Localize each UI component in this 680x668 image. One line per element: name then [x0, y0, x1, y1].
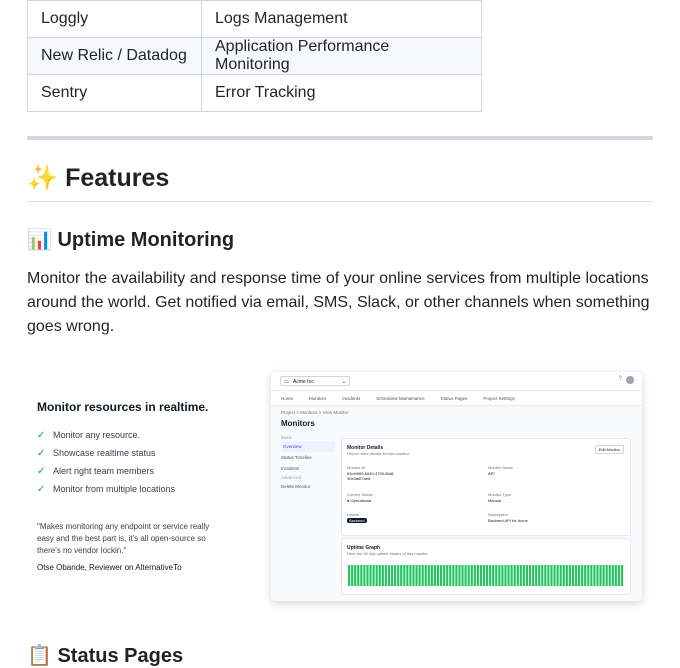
nav-incidents: Incidents	[342, 395, 361, 401]
nav-scheduled-maintenance: Scheduled Maintenance	[376, 395, 425, 401]
promo-feature: ✓ Showcase realtime status	[37, 447, 156, 459]
uptime-bar	[593, 565, 595, 586]
sidebar-item-delete-monitor: Delete Monitor	[281, 484, 311, 489]
uptime-bar	[609, 565, 611, 586]
uptime-bar	[492, 565, 494, 586]
uptime-bar	[557, 565, 559, 586]
card-subtitle: Here the 90 day uptime history of this monitor.	[347, 551, 429, 556]
uptime-bar	[578, 565, 580, 586]
uptime-bar	[587, 565, 589, 586]
uptime-bar	[560, 565, 562, 586]
uptime-bar	[606, 565, 608, 586]
uptime-bar	[354, 565, 356, 586]
monitor-name-field: Monitor Name API	[488, 465, 514, 476]
uptime-bar	[590, 565, 592, 586]
uptime-bar	[483, 565, 485, 586]
breadcrumb: Project > Monitors > View Monitor	[281, 410, 349, 415]
uptime-bar	[382, 565, 384, 586]
uptime-bar	[412, 565, 414, 586]
card-title: Monitor Details	[347, 445, 384, 451]
sidebar-item-overview: Overview	[281, 441, 335, 452]
bar-chart-icon: 📊	[27, 227, 52, 251]
table-cell-tool: Sentry	[28, 75, 202, 112]
uptime-bar	[376, 565, 378, 586]
uptime-bar	[394, 565, 396, 586]
uptime-bar	[569, 565, 571, 586]
promo-feature: ✓ Monitor from multiple locations	[37, 483, 176, 495]
uptime-bar	[419, 565, 421, 586]
table-row	[28, 38, 482, 75]
status-dot-icon: ●	[347, 498, 350, 503]
uptime-bar	[465, 565, 467, 586]
table-cell-feature: Error Tracking	[202, 75, 482, 112]
uptime-bar	[458, 565, 460, 586]
nav-monitors: Monitors	[309, 395, 327, 401]
help-icon: ?	[618, 376, 622, 382]
uptime-bar	[425, 565, 427, 586]
uptime-bar	[517, 565, 519, 586]
promo-quote-author: Otse Obande, Reviewer on AlternativeTo	[37, 563, 182, 572]
nav-project-settings: Project Settings	[483, 395, 515, 401]
description-field: Description Backend API for Acme	[488, 512, 528, 523]
uptime-title: Uptime Monitoring	[57, 229, 235, 251]
sidebar-section-label: Advanced	[281, 475, 302, 480]
app-page-title: Monitors	[281, 419, 315, 428]
monitor-type-field: Monitor Type Manual	[488, 492, 512, 503]
uptime-bar	[455, 565, 457, 586]
check-icon: ✓	[37, 465, 46, 477]
promo-quote: "Makes monitoring any endpoint or service really easy and the best part is, it's all open-source so there's no vendor lockin."	[37, 522, 210, 555]
table-cell-tool: New Relic / Datadog	[28, 38, 202, 75]
features-heading	[27, 163, 169, 193]
uptime-bars	[348, 565, 624, 586]
uptime-bar	[514, 565, 516, 586]
uptime-bar	[474, 565, 476, 586]
chevron-down-icon: ⌄	[341, 379, 346, 385]
table-cell-tool: Loggly	[28, 1, 202, 38]
uptime-bar	[553, 565, 555, 586]
uptime-bar	[406, 565, 408, 586]
uptime-bar	[511, 565, 513, 586]
uptime-bar	[357, 565, 359, 586]
uptime-bar	[437, 565, 439, 586]
uptime-bar	[477, 565, 479, 586]
uptime-bar	[446, 565, 448, 586]
uptime-bar	[541, 565, 543, 586]
table-row	[28, 1, 482, 38]
card-subtitle: Here's more details for this monitor.	[347, 451, 410, 456]
avatar	[626, 376, 634, 384]
uptime-bar	[461, 565, 463, 586]
uptime-bar	[486, 565, 488, 586]
uptime-bar	[507, 565, 509, 586]
uptime-bar	[538, 565, 540, 586]
uptime-bar	[434, 565, 436, 586]
uptime-bar	[603, 565, 605, 586]
uptime-bar	[366, 565, 368, 586]
uptime-description: Monitor the availability and response time of your online services from multiple locations around the world. Get notified via email, SMS, Slack, or other channels when something goes wrong.	[27, 270, 650, 335]
sidebar-item-incidents: Incidents	[281, 466, 300, 471]
uptime-bar	[440, 565, 442, 586]
uptime-bar	[535, 565, 537, 586]
uptime-bar	[422, 565, 424, 586]
uptime-bar	[489, 565, 491, 586]
sidebar-item-status-timeline: Status Timeline	[281, 455, 312, 460]
status-pages-title: Status Pages	[57, 645, 184, 667]
promo-copy	[37, 400, 257, 572]
folder-icon: ▭	[284, 379, 289, 385]
section-divider	[27, 136, 653, 140]
uptime-bar	[529, 565, 531, 586]
table-cell-feature: Logs Management	[202, 1, 482, 38]
promo-feature: ✓ Alert right team members	[37, 465, 155, 477]
promo-title: Monitor resources in realtime.	[37, 400, 209, 414]
uptime-bar	[495, 565, 497, 586]
uptime-bar	[351, 565, 353, 586]
label-badge: Backend	[349, 518, 365, 523]
uptime-bar	[618, 565, 620, 586]
uptime-bar	[572, 565, 574, 586]
uptime-bar	[544, 565, 546, 586]
uptime-bar	[428, 565, 430, 586]
app-nav	[271, 391, 642, 406]
uptime-bar	[379, 565, 381, 586]
uptime-bar	[403, 565, 405, 586]
uptime-bar	[501, 565, 503, 586]
uptime-graph-card	[341, 538, 631, 595]
uptime-bar	[550, 565, 552, 586]
check-icon: ✓	[37, 483, 46, 495]
uptime-bar	[397, 565, 399, 586]
clipboard-icon: 📋	[27, 643, 52, 667]
uptime-bar	[581, 565, 583, 586]
promo-feature: ✓ Monitor any resource.	[37, 429, 141, 441]
uptime-bar	[520, 565, 522, 586]
current-status-field: Current Status ● Operational	[347, 492, 373, 503]
app-sidebar	[281, 434, 335, 492]
uptime-bar	[415, 565, 417, 586]
uptime-bar	[385, 565, 387, 586]
uptime-bar	[621, 565, 623, 586]
status-pages-heading	[27, 643, 183, 668]
sparkles-icon: ✨	[27, 163, 59, 192]
check-icon: ✓	[37, 429, 46, 441]
uptime-bar	[388, 565, 390, 586]
uptime-bar	[360, 565, 362, 586]
uptime-bar	[563, 565, 565, 586]
uptime-bar	[373, 565, 375, 586]
uptime-heading	[27, 227, 234, 252]
uptime-bar	[584, 565, 586, 586]
features-title: Features	[65, 164, 170, 192]
alternatives-table	[27, 0, 482, 112]
project-selector: ▭ Acme Inc ⌄	[280, 376, 350, 386]
uptime-screenshot	[27, 366, 653, 606]
uptime-bar	[566, 565, 568, 586]
uptime-bar	[400, 565, 402, 586]
sidebar-section-label: Basic	[281, 435, 293, 440]
uptime-bar	[547, 565, 549, 586]
app-mockup	[271, 372, 642, 601]
uptime-bar	[348, 565, 350, 586]
uptime-bar	[363, 565, 365, 586]
nav-status-pages: Status Pages	[440, 395, 468, 401]
uptime-bar	[409, 565, 411, 586]
uptime-bar	[449, 565, 451, 586]
uptime-bar	[452, 565, 454, 586]
uptime-bar	[523, 565, 525, 586]
uptime-bar	[391, 565, 393, 586]
table-cell-feature: Application Performance Monitoring	[202, 38, 482, 75]
uptime-bar	[612, 565, 614, 586]
check-icon: ✓	[37, 447, 46, 459]
uptime-bar	[431, 565, 433, 586]
uptime-bar	[615, 565, 617, 586]
uptime-bar	[575, 565, 577, 586]
heading-underline	[27, 201, 653, 202]
uptime-bar	[369, 565, 371, 586]
app-topbar	[271, 372, 642, 391]
table-row	[28, 75, 482, 112]
edit-monitor-button: Edit Monitor	[595, 445, 624, 454]
nav-home: Home	[281, 395, 294, 401]
uptime-bar	[468, 565, 470, 586]
card-title: Uptime Graph	[347, 545, 381, 551]
monitor-id-field: Monitor ID 53c94f99-6040-4759-8fa8-90e3a6f7ae8	[347, 465, 395, 481]
uptime-bar	[471, 565, 473, 586]
uptime-bar	[443, 565, 445, 586]
uptime-bar	[498, 565, 500, 586]
uptime-bar	[532, 565, 534, 586]
monitor-details-card	[341, 438, 631, 536]
uptime-bar	[480, 565, 482, 586]
labels-field: Labels Backend	[347, 512, 365, 523]
topbar-icons	[619, 376, 634, 384]
uptime-bar	[504, 565, 506, 586]
uptime-bar	[596, 565, 598, 586]
uptime-bar	[599, 565, 601, 586]
uptime-bar	[526, 565, 528, 586]
